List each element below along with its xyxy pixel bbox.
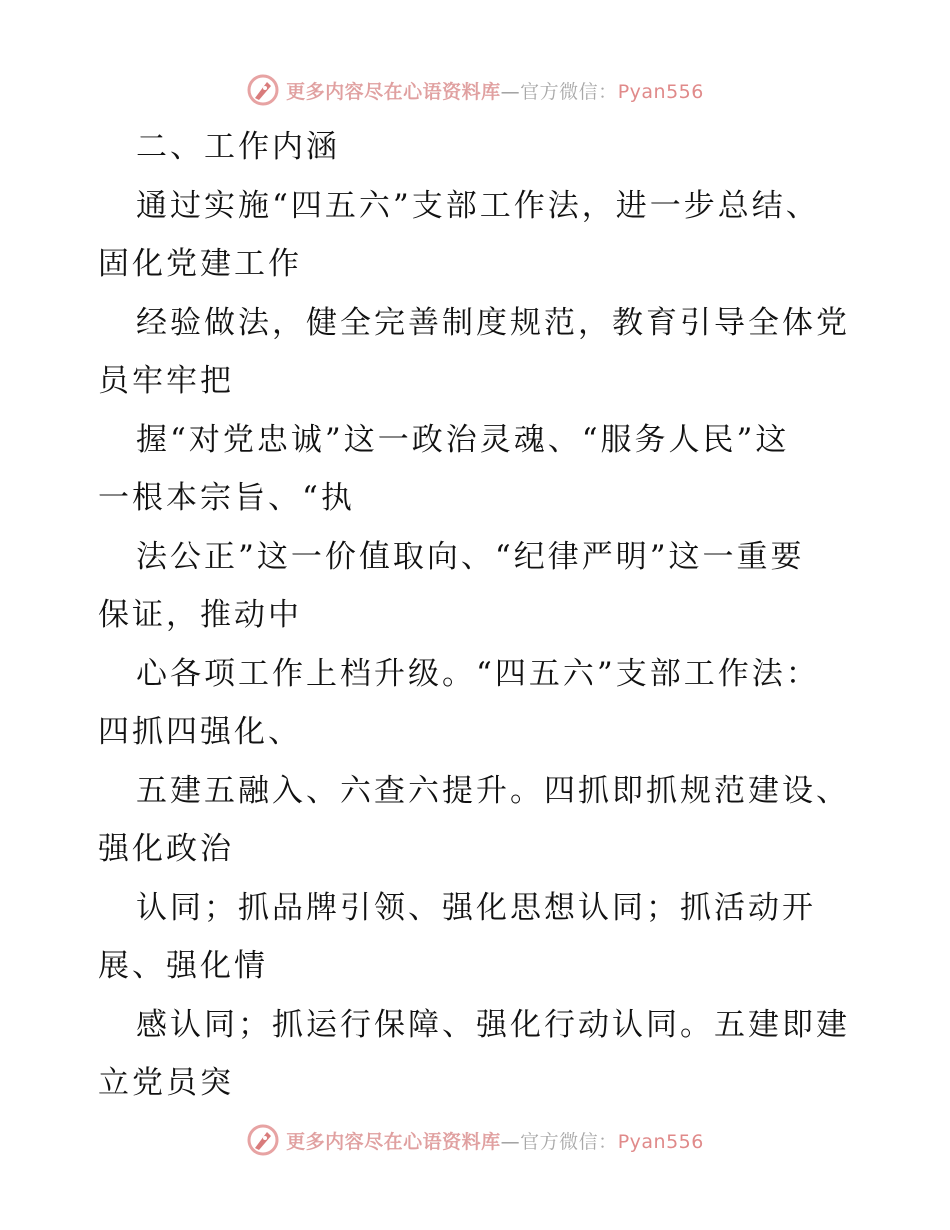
- text-line: 固化党建工作: [98, 246, 302, 282]
- watermark-label: 官方微信：: [520, 1130, 618, 1153]
- text-line: 保证，推动中: [98, 597, 302, 633]
- text-line: 握“对党忠诚”这一政治灵魂、“服务人民”这: [136, 421, 790, 458]
- pen-nib-logo-icon: [246, 73, 280, 107]
- document-body: [98, 118, 858, 1113]
- pen-nib-logo-icon: [246, 1123, 280, 1157]
- section-heading: 二、工作内涵: [136, 129, 340, 165]
- watermark-brand-text: 更多内容尽在心语资料库: [286, 1130, 501, 1153]
- text-line: 四抓四强化、: [98, 714, 302, 750]
- text-line: 认同；抓品牌引领、强化思想认同；抓活动开: [136, 889, 816, 926]
- watermark-dash: —: [500, 80, 521, 103]
- text-line: 强化政治: [98, 831, 234, 867]
- text-line: 立党员突: [98, 1065, 234, 1101]
- text-line: 经验做法，健全完善制度规范，教育引导全体党: [136, 304, 850, 341]
- watermark-dash: —: [500, 1130, 521, 1153]
- text-line: 感认同；抓运行保障、强化行动认同。五建即建: [136, 1006, 850, 1043]
- header-watermark: [0, 70, 950, 110]
- footer-watermark: [0, 1120, 950, 1160]
- text-line: 通过实施“四五六”支部工作法，进一步总结、: [136, 187, 820, 224]
- text-line: 法公正”这一价值取向、“纪律严明”这一重要: [136, 538, 805, 575]
- text-line: 展、强化情: [98, 948, 268, 984]
- watermark-brand-text: 更多内容尽在心语资料库: [286, 80, 501, 103]
- text-line: 五建五融入、六查六提升。四抓即抓规范建设、: [136, 772, 850, 809]
- text-line: 心各项工作上档升级。“四五六”支部工作法：: [136, 655, 820, 692]
- watermark-wechat-id: Pyan556: [617, 1130, 704, 1153]
- text-line: 员牢牢把: [98, 363, 234, 399]
- watermark-label: 官方微信：: [520, 80, 618, 103]
- watermark-wechat-id: Pyan556: [617, 80, 704, 103]
- text-line: 一根本宗旨、“执: [98, 480, 355, 516]
